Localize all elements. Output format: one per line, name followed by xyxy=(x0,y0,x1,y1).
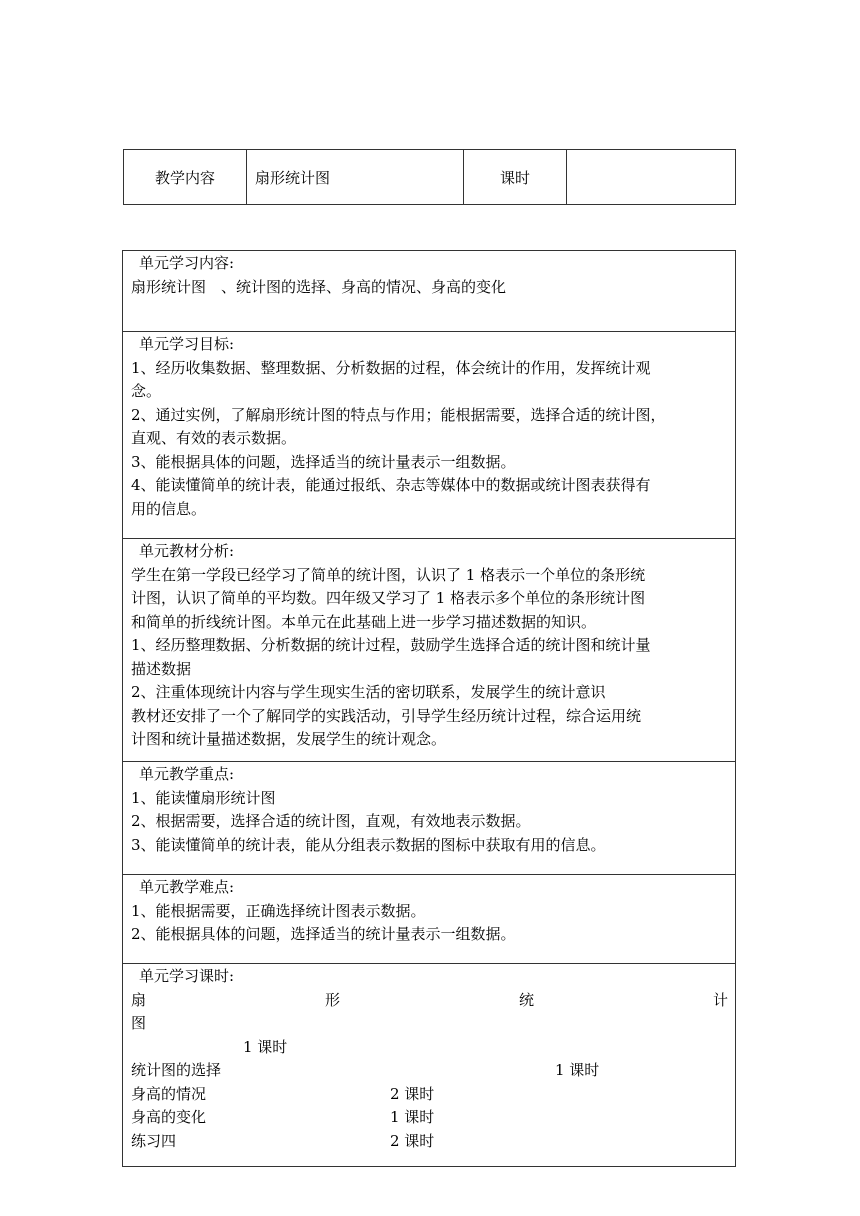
text-line: 2、能根据具体的问题，选择适当的统计量表示一组数据。 xyxy=(131,925,516,943)
schedule-hours: 1 课时 xyxy=(390,1108,435,1126)
spread-char: 统 xyxy=(518,990,534,1009)
text-line: 1、经历整理数据、分析数据的统计过程，鼓励学生选择合适的统计图和统计量 xyxy=(131,636,651,654)
text-line: 1、能根据需要，正确选择统计图表示数据。 xyxy=(131,901,426,920)
text-line: 2、通过实例，了解扇形统计图的特点与作用；能根据需要，选择合适的统计图， xyxy=(131,405,666,424)
section-material-analysis xyxy=(123,538,735,761)
text-line: 和简单的折线统计图。本单元在此基础上进一步学习描述数据的知识。 xyxy=(131,612,597,631)
value-teaching-content: 扇形统计图 xyxy=(247,150,464,205)
text-line: 1、能读懂扇形统计图 xyxy=(131,788,276,807)
text-line: 学生在第一学段已经学习了简单的统计图，认识了 1 格表示一个单位的条形统 xyxy=(131,565,646,584)
schedule-hours: 1 课时 xyxy=(555,1061,600,1079)
schedule-row xyxy=(131,1106,728,1130)
text-line: 计图和统计量描述数据，发展学生的统计观念。 xyxy=(131,730,447,748)
text-line: 教材还安排了一个了解同学的实践活动，引导学生经历统计过程，综合运用统 xyxy=(131,706,642,725)
wrap-char: 图 xyxy=(131,1014,147,1032)
value-class-period xyxy=(567,150,736,205)
schedule-name: 练习四 xyxy=(131,1131,177,1150)
label-teaching-content: 教学内容 xyxy=(124,150,247,205)
spread-char: 计 xyxy=(712,990,728,1009)
text-line: 1、经历收集数据、整理数据、分析数据的过程，体会统计的作用，发挥统计观 xyxy=(131,358,651,377)
section-title: 单元教学难点: xyxy=(139,878,235,896)
label-class-period: 课时 xyxy=(464,150,567,205)
section-title: 单元学习目标: xyxy=(139,335,235,353)
schedule-name: 身高的情况 xyxy=(131,1084,207,1103)
schedule-hours: 2 课时 xyxy=(390,1084,435,1103)
section-difficulties xyxy=(123,874,735,963)
unit-plan-table xyxy=(122,250,736,1167)
section-learning-content xyxy=(123,251,735,331)
schedule-name: 身高的变化 xyxy=(131,1108,207,1126)
schedule-name: 统计图的选择 xyxy=(131,1061,222,1079)
header-table xyxy=(123,149,736,205)
text-line: 计图，认识了简单的平均数。四年级又学习了 1 格表示多个单位的条形统计图 xyxy=(131,589,646,607)
schedule-row xyxy=(131,1059,728,1083)
text-line: 3、能根据具体的问题，选择适当的统计量表示一组数据。 xyxy=(131,452,516,471)
section-title: 单元学习内容: xyxy=(139,254,235,272)
text-line: 描述数据 xyxy=(131,659,192,678)
text-line: 用的信息。 xyxy=(131,499,207,518)
schedule-row xyxy=(131,1083,728,1107)
schedule-hours: 1 课时 xyxy=(243,1037,288,1056)
section-title: 单元教学重点: xyxy=(139,765,235,783)
schedule-row xyxy=(131,1130,728,1154)
text-line: 扇形统计图 、统计图的选择、身高的情况、身高的变化 xyxy=(131,277,507,296)
spread-char: 扇 xyxy=(131,990,147,1009)
schedule-hours: 2 课时 xyxy=(390,1131,435,1150)
text-line: 直观、有效的表示数据。 xyxy=(131,429,297,447)
section-title: 单元学习课时: xyxy=(139,967,235,985)
schedule-row xyxy=(131,1036,728,1060)
text-line: 念。 xyxy=(131,382,162,400)
spread-title-row xyxy=(131,989,728,1013)
text-line: 4、能读懂简单的统计表，能通过报纸、杂志等媒体中的数据或统计图表获得有 xyxy=(131,476,651,494)
text-line: 2、注重体现统计内容与学生现实生活的密切联系，发展学生的统计意识 xyxy=(131,683,606,701)
text-line: 2、根据需要，选择合适的统计图，直观，有效地表示数据。 xyxy=(131,812,531,830)
section-learning-goals xyxy=(123,331,735,538)
section-title: 单元教材分析: xyxy=(139,542,235,560)
spread-char: 形 xyxy=(324,990,340,1009)
text-line: 3、能读懂简单的统计表，能从分组表示数据的图标中获取有用的信息。 xyxy=(131,835,606,854)
section-key-points xyxy=(123,761,735,874)
section-schedule xyxy=(123,963,735,1166)
